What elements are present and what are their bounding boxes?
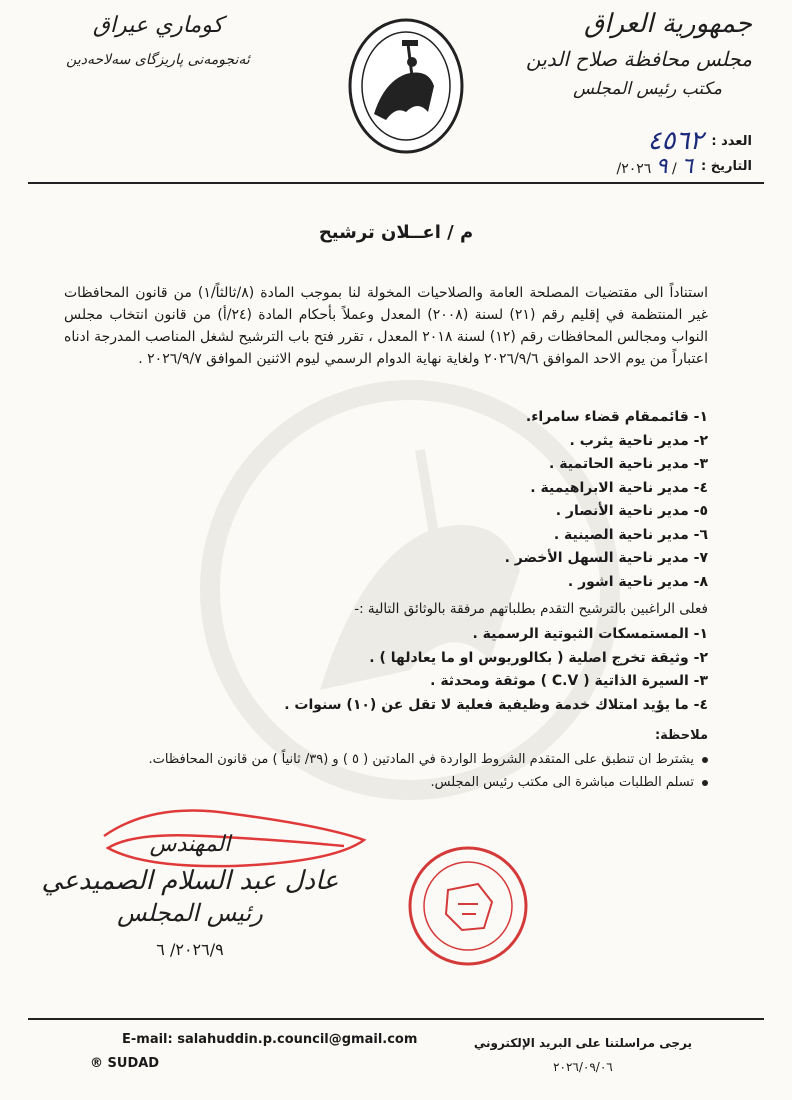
- number-value: ٤٥٦٢: [647, 126, 704, 156]
- header-right-block: [502, 8, 752, 100]
- list-item: ٥- مدير ناحية الأنصار .: [555, 503, 708, 519]
- list-item: ٢- مدير ناحية يثرب .: [569, 432, 708, 449]
- header-divider: [28, 182, 764, 184]
- signer-title: المهندس: [149, 832, 231, 857]
- list-item: [88, 748, 708, 771]
- contact-text: يرجى مراسلتنا على البريد الإلكتروني: [473, 1036, 692, 1050]
- country-name: جمهورية العراق: [584, 9, 752, 39]
- contact-date: ٢٠٢٦/٠٩/٠٦: [553, 1060, 613, 1074]
- notes-header: ملاحظة:: [654, 728, 708, 743]
- number-label: العدد :: [711, 133, 752, 149]
- positions-list: [408, 406, 708, 594]
- country-name-kurdish: كوماري عيراق: [92, 13, 224, 38]
- date-value: ٦ / ٩ ٢٠٢٦/: [616, 154, 694, 179]
- list-item: ٢- وثيقة تخرج اصلية ( بكالوريوس او ما يعادلها ) .: [369, 649, 708, 666]
- council-name: مجلس محافظة صلاح الدين: [526, 47, 752, 71]
- list-item: ٨- مدير ناحية اشور .: [567, 573, 708, 590]
- requirements-intro: فعلى الراغبين بالترشيح التقدم بطلباتهم مرفقة بالوثائق التالية :-: [354, 601, 708, 617]
- reference-date-row: [616, 154, 752, 179]
- header-left-block: [28, 12, 288, 70]
- date-label: التاريخ :: [701, 159, 752, 174]
- signature-date: ٢٠٢٦/٩/ ٦: [156, 940, 224, 959]
- list-item: ٣- مدير ناحية الحاتمية .: [549, 456, 708, 472]
- date-day: ٦: [681, 154, 694, 179]
- list-item: ١- قائممقام قضاء سامراء.: [525, 409, 708, 425]
- council-logo: [346, 16, 466, 156]
- bullet-icon: [702, 780, 708, 786]
- reference-number-row: [648, 126, 752, 156]
- signer-name: عادل عبد السلام الصميدعي: [41, 866, 339, 896]
- list-item: ٦- مدير ناحية الصينية .: [553, 526, 708, 543]
- signer-position: رئيس المجلس: [117, 899, 263, 927]
- bullet-icon: [702, 757, 708, 763]
- list-item: ١- المستمسكات الثبوتية الرسمية .: [472, 626, 708, 642]
- footer-email: E-mail: salahuddin.p.council@gmail.com: [122, 1032, 418, 1047]
- note-text: يشترط ان تنطبق على المتقدم الشروط الواردة في المادتين ( ٥ ) و (٣٩/ ثانياً ) من قانون المحافظات.: [148, 752, 694, 767]
- signature-block: [40, 830, 340, 959]
- notes-list: [88, 748, 708, 794]
- list-item: [88, 771, 708, 794]
- footer-contact: [474, 1036, 692, 1074]
- footer-divider: [28, 1018, 764, 1020]
- announcement-title: م / اعــلان ترشيح: [318, 222, 474, 243]
- council-name-kurdish: ئەنجومەنى پاريزگای سەلاحەدين: [66, 52, 250, 68]
- body-paragraph: استناداً الى مقتضيات المصلحة العامة والصلاحيات المخولة لنا بموجب المادة (٨/ثالثاً/١) من قانون المحافظات غير المنتظمة في إقليم رقم (٢١) لسنة (٢٠٠٨) المعدل وعملاً بأحكام المادة (٢٤/أ) من قانون انتخاب مجلس النواب ومجالس المحافظات رقم (١٢) لسنة ٢٠١٨ المعدل ، تقرر فتح باب الترشيح لشغل المناصب المدرجة ادناه اعتباراً من يوم الاحد الموافق ٢٠٢٦/٩/٦ ولغاية نهاية الدوام الرسمي ليوم الاثنين الموافق ٢٠٢٦/٩/٧ .: [64, 285, 709, 367]
- list-item: ٣- السيرة الذاتية ( C.V ) موثقة ومحدثة .: [430, 673, 708, 689]
- list-item: ٤- ما يؤيد امتلاك خدمة وظيفية فعلية لا تقل عن (١٠) سنوات .: [284, 696, 708, 713]
- list-item: ٤- مدير ناحية الابراهيمية .: [530, 479, 708, 496]
- office-name: مكتب رئيس المجلس: [573, 79, 722, 99]
- date-year: ٢٠٢٦/: [616, 161, 652, 177]
- list-item: ٧- مدير ناحية السهل الأخضر .: [504, 550, 708, 566]
- date-month: ٩: [655, 154, 668, 179]
- footer-brand: ® SUDAD: [90, 1056, 160, 1071]
- note-text: تسلم الطلبات مباشرة الى مكتب رئيس المجلس.: [430, 775, 694, 790]
- announcement-body: [64, 282, 708, 370]
- requirements-list: [284, 623, 708, 717]
- official-seal-stamp: [406, 844, 530, 968]
